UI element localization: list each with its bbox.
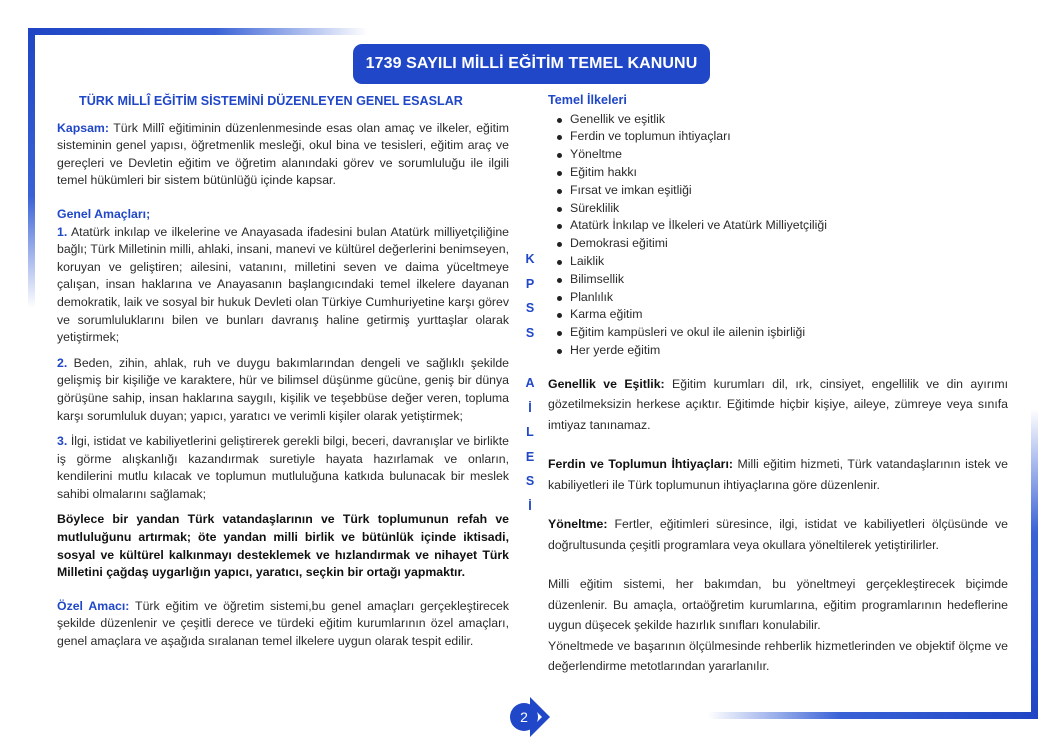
kapsam-paragraph bbox=[57, 120, 509, 190]
principles-heading: Temel İlkeleri bbox=[548, 93, 627, 107]
page-number-badge bbox=[510, 703, 554, 731]
frame-corner-right bbox=[1031, 409, 1038, 719]
item-text: Beden, zihin, ahlak, ruh ve duygu bakımlarından dengeli ve sağlıklı şekilde gelişmiş bir kişiliğe ve karaktere, hür ve bilimsel düşünme gücüne, geniş bir dünya görüşüne sahip, insan haklarına saygılı, kişilik ve teşebbüse değer veren, topluma karşı sorumluluk duyan; yapıcı, yaratıcı ve verimli kişiler olarak yetiştirmek; bbox=[57, 355, 509, 423]
genel-amac-item-3 bbox=[57, 433, 509, 503]
list-item: Bilimsellik bbox=[570, 271, 1008, 289]
item-text: İlgi, istidat ve kabiliyetlerini geliştirerek gerekli bilgi, beceri, davranışlar ve birlikte iş görme alışkanlığı kazandırmak suretiyle hayata hazırlamak ve onların, kendilerini mutlu kılacak ve toplumun mutluluğuna katkıda bulunacak bir meslek sahibi olmalarını sağlamak; bbox=[57, 434, 509, 501]
kpss-ailesi-vertical-text bbox=[522, 252, 538, 523]
side-letter: S bbox=[525, 325, 535, 340]
yoneltme-paragraph bbox=[548, 514, 1008, 555]
ozel-amaci-text: Türk eğitim ve öğretim sistemi,bu genel amaçları gerçekleştirecek şekilde düzenlenir ve çeşitli derece ve türdeki eğitim kurumlarının özel amaçları, genel amaçlara ve aşağıda sıralanan temel ilkelere uygun olarak tespit edilir. bbox=[57, 598, 510, 649]
item-number: 2. bbox=[57, 355, 68, 370]
item-number: 1. bbox=[57, 224, 68, 239]
section-heading: TÜRK MİLLÎ EĞİTİM SİSTEMİNİ DÜZENLEYEN GENEL ESASLAR bbox=[79, 94, 463, 108]
list-item: Ferdin ve toplumun ihtiyaçları bbox=[570, 128, 1008, 146]
genel-amaclar-label: Genel Amaçları; bbox=[57, 206, 151, 221]
list-item: Genellik ve eşitlik bbox=[570, 111, 1008, 129]
side-letter: İ bbox=[528, 400, 532, 415]
kapsam-text: Türk Millî eğitiminin düzenlenmesinde esas olan amaç ve ilkeler, eğitim sisteminin genel yapısı, öğretmenlik mesleği, okul bina ve tesisleri, eğitim araç ve gereçleri ve Devletin eğitim ve öğretim alanındaki görev ve sorumluluğu ile ilgili temel hükümleri bir sistem bütünlüğü içinde kapsar. bbox=[57, 120, 509, 188]
side-letter: İ bbox=[528, 498, 532, 513]
list-item: Karma eğitim bbox=[570, 306, 1008, 324]
item-number: 3. bbox=[57, 434, 68, 449]
side-letter: K bbox=[525, 252, 535, 266]
paragraph-label: Ferdin ve Toplumun İhtiyaçları: bbox=[548, 457, 733, 472]
list-item: Atatürk İnkılap ve İlkeleri ve Atatürk Milliyetçiliği bbox=[570, 217, 1008, 235]
ozel-amaci-paragraph bbox=[57, 598, 509, 651]
frame-corner-bottom bbox=[708, 712, 1038, 719]
frame-corner-top bbox=[28, 28, 368, 35]
side-letter: P bbox=[525, 276, 535, 291]
list-item: Eğitim hakkı bbox=[570, 164, 1008, 182]
item-text: Atatürk inkılap ve ilkelerine ve Anayasada ifadesini bulan Atatürk milliyetçiliğine bağlı; Türk Milletinin milli, ahlaki, insani, manevi ve kültürel değerlerini benimseyen, koruyan ve geliştiren; ailesini, vatanını, milletini seven ve daima yüceltmeye çalışan, insan haklarına ve Anayasanın başlangıcındaki temel ilkelere dayanan demokratik, laik ve sosyal bir hukuk Devleti olan Türkiye Cumhuriyetine karşı görev ve sorumluluklarını bilen ve bunları davranış haline getirmiş yurttaşlar olarak yetiştirmek; bbox=[57, 224, 509, 345]
side-letter: A bbox=[525, 376, 535, 390]
bold-summary-paragraph: Böylece bir yandan Türk vatandaşlarının ve Türk toplumunun refah ve mutluluğunu artırmak; öte yandan milli birlik ve bütünlük içinde iktisadi, sosyal ve kültürel kalkınmayı desteklemek ve hızlandırmak ve nihayet Türk Milletini çağdaş uygarlığın yapıcı, yaratıcı, seçkin bir ortağı yapmaktır. bbox=[57, 512, 509, 580]
genel-amac-item-1 bbox=[57, 224, 509, 347]
left-column bbox=[57, 93, 509, 651]
frame-corner-left bbox=[28, 28, 35, 308]
list-item: Laiklik bbox=[570, 253, 1008, 271]
list-item: Yöneltme bbox=[570, 146, 1008, 164]
yoneltme-detail-paragraph: Milli eğitim sistemi, her bakımdan, bu yöneltmeyi gerçekleştirecek biçimde düzenlenir. Bu amaçla, ortaöğretim kurumlarına, eğitim programlarının hedeflerine uygun düşecek şekilde hazırlık sınıfları konulabilir. bbox=[548, 577, 1008, 633]
ferdin-toplumun-paragraph bbox=[548, 454, 1008, 495]
paragraph-text: Eğitim kurumları dil, ırk, cinsiyet, engellilik ve din ayırımı gözetilmeksizin herkese açıktır. Eğitimde hiçbir kişiye, aileye, zümreye veya sınıfa imtiyaz tanınamaz. bbox=[548, 376, 1008, 432]
paragraph-label: Yöneltme: bbox=[548, 517, 608, 532]
list-item: Fırsat ve imkan eşitliği bbox=[570, 182, 1008, 200]
ozel-amaci-label: Özel Amacı: bbox=[57, 598, 130, 613]
page-title: 1739 SAYILI MİLLİ EĞİTİM TEMEL KANUNU bbox=[353, 44, 710, 84]
side-letter: S bbox=[525, 301, 535, 315]
list-item: Her yerde eğitim bbox=[570, 342, 1008, 360]
genel-amac-item-2 bbox=[57, 355, 509, 425]
paragraph-text: Milli eğitim hizmeti, Türk vatandaşlarının istek ve kabiliyetleri ile Türk toplumunun ihtiyaçlarına göre düzenlenir. bbox=[548, 457, 1008, 492]
right-column bbox=[548, 92, 1008, 677]
list-item: Eğitim kampüsleri ve okul ile ailenin işbirliği bbox=[570, 324, 1008, 342]
list-item: Planlılık bbox=[570, 289, 1008, 307]
side-letter: S bbox=[525, 474, 535, 488]
list-item: Demokrasi eğitimi bbox=[570, 235, 1008, 253]
genellik-esitlik-paragraph bbox=[548, 374, 1008, 436]
list-item: Süreklilik bbox=[570, 200, 1008, 218]
principles-list bbox=[548, 111, 1008, 360]
side-letter: E bbox=[525, 449, 535, 464]
rehberlik-paragraph: Yöneltmede ve başarının ölçülmesinde rehberlik hizmetlerinden ve objektif ölçme ve değerlendirme metotlarından yararlanılır. bbox=[548, 638, 1008, 674]
side-letter: L bbox=[526, 425, 534, 439]
kapsam-label: Kapsam: bbox=[57, 120, 109, 135]
paragraph-label: Genellik ve Eşitlik: bbox=[548, 376, 665, 391]
paragraph-text: Fertler, eğitimleri süresince, ilgi, istidat ve kabiliyetleri ölçüsünde ve doğrultusunda çeşitli programlara veya okullara yöneltilerek yetiştirilirler. bbox=[548, 517, 1008, 552]
page-number: 2 bbox=[510, 703, 538, 731]
side-letter-gap bbox=[522, 350, 538, 376]
